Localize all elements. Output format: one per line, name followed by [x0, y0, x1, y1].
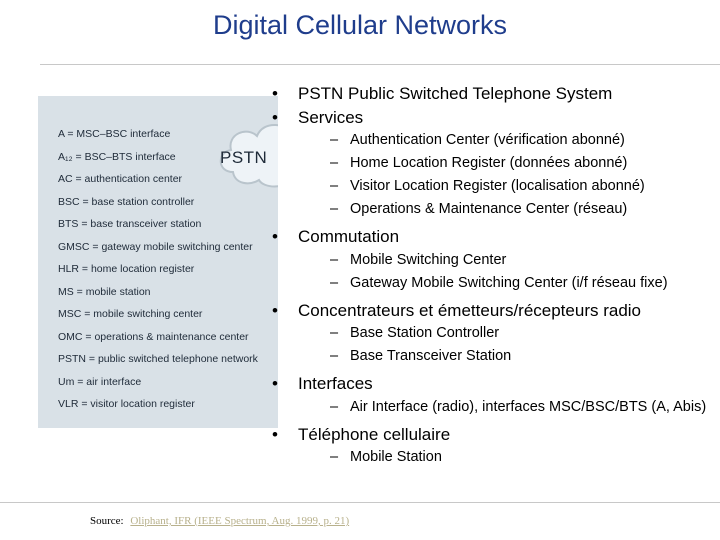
glossary-item: A₁₂ = BSC–BTS interface: [58, 150, 176, 163]
bullet-item: • PSTN Public Switched Telephone System: [270, 82, 715, 106]
glossary-item: PSTN = public switched telephone network: [58, 353, 258, 365]
footer-divider: [0, 502, 720, 503]
glossary-item: GMSC = gateway mobile switching center: [58, 240, 253, 253]
sub-bullet-item: – Gateway Mobile Switching Center (i/f réseau fixe): [330, 272, 715, 295]
glossary-item: VLR = visitor location register: [58, 398, 195, 410]
sub-bullet-item: – Mobile Station: [330, 446, 715, 469]
sub-bullet-item: – Authentication Center (vérification abonné): [330, 129, 715, 152]
bullet-item: • Commutation: [270, 225, 715, 249]
sub-bullet-item: – Base Station Controller: [330, 322, 715, 345]
slide-title: Digital Cellular Networks: [212, 10, 508, 40]
glossary-item: MSC = mobile switching center: [58, 308, 203, 320]
bullet-item: • Téléphone cellulaire: [270, 423, 715, 447]
sub-bullet-list: [330, 129, 715, 221]
glossary-item: OMC = operations & maintenance center: [58, 330, 249, 343]
source-line: [90, 515, 349, 527]
glossary-item: BSC = base station controller: [58, 195, 195, 208]
bullet-item: • Interfaces: [270, 372, 715, 396]
sub-bullet-item: – Operations & Maintenance Center (réseau): [330, 198, 715, 221]
source-label: Source:: [90, 515, 124, 527]
sub-bullet-item: – Base Transceiver Station: [330, 345, 715, 368]
pstn-cloud-label: PSTN: [220, 148, 268, 167]
sub-bullet-list: [330, 322, 715, 368]
glossary-item: BTS = base transceiver station: [58, 218, 202, 230]
glossary-item: A = MSC–BSC interface: [58, 128, 171, 140]
sub-bullet-list: [330, 249, 715, 295]
glossary-item: Um = air interface: [58, 375, 142, 388]
bullet-list: [270, 82, 715, 469]
glossary-item: HLR = home location register: [58, 263, 195, 275]
sub-bullet-item: – Air Interface (radio), interfaces MSC/BSC/BTS (A, Abis): [330, 396, 715, 419]
sub-bullet-list: [330, 446, 715, 469]
sub-bullet-item: – Mobile Switching Center: [330, 249, 715, 272]
glossary-item: MS = mobile station: [58, 285, 151, 298]
glossary-item: AC = authentication center: [58, 173, 183, 185]
title-divider: [40, 64, 720, 65]
sub-bullet-item: – Home Location Register (données abonné): [330, 152, 715, 175]
sub-bullet-list: [330, 396, 715, 419]
source-citation-link[interactable]: Oliphant, IFR (IEEE Spectrum, Aug. 1999, p. 21): [130, 515, 350, 527]
glossary-figure: [38, 96, 278, 428]
sub-bullet-item: – Visitor Location Register (localisation abonné): [330, 175, 715, 198]
bullet-item: • Services: [270, 106, 715, 130]
bullet-item: • Concentrateurs et émetteurs/récepteurs radio: [270, 299, 715, 323]
